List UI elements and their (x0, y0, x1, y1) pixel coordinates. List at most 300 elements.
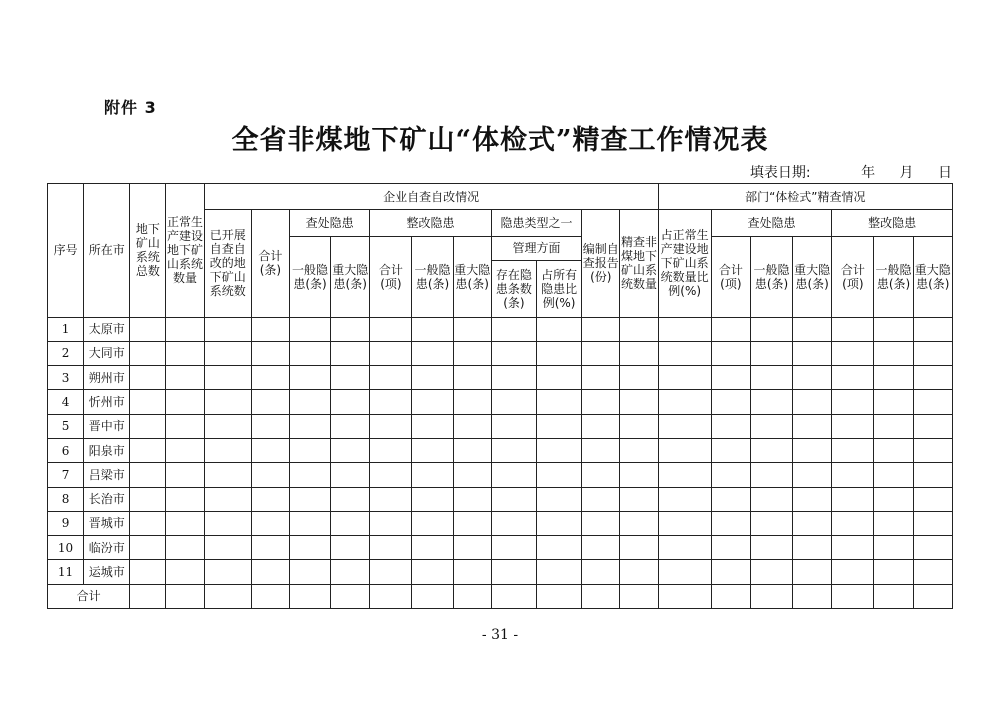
data-cell[interactable] (453, 414, 491, 438)
data-cell[interactable] (874, 317, 913, 341)
data-cell[interactable] (913, 414, 952, 438)
data-cell[interactable] (289, 584, 330, 608)
data-cell[interactable] (331, 438, 370, 462)
data-cell[interactable] (750, 438, 792, 462)
data-cell[interactable] (750, 536, 792, 560)
row-number: 1 (48, 317, 84, 341)
data-cell[interactable] (793, 366, 832, 390)
data-cell[interactable] (453, 463, 491, 487)
header-ent-fixed-major: 重大隐患(条) (453, 236, 491, 317)
data-cell[interactable] (582, 536, 620, 560)
header-ent-found: 查处隐患 (289, 210, 369, 236)
data-cell[interactable] (331, 560, 370, 584)
data-cell[interactable] (711, 560, 750, 584)
data-cell[interactable] (913, 366, 952, 390)
header-seq: 序号 (48, 184, 84, 318)
data-cell[interactable] (874, 584, 913, 608)
data-cell[interactable] (536, 366, 581, 390)
data-cell[interactable] (289, 463, 330, 487)
data-cell[interactable] (832, 584, 874, 608)
data-cell[interactable] (793, 487, 832, 511)
row-city: 晋城市 (84, 511, 130, 535)
data-cell[interactable] (453, 317, 491, 341)
data-cell[interactable] (750, 390, 792, 414)
header-report: 编制自查报告(份) (582, 210, 620, 317)
data-cell[interactable] (370, 584, 412, 608)
data-cell[interactable] (289, 366, 330, 390)
data-cell[interactable] (750, 341, 792, 365)
data-cell[interactable] (130, 584, 166, 608)
table-row (48, 414, 953, 438)
data-cell[interactable] (620, 366, 658, 390)
data-cell[interactable] (370, 390, 412, 414)
data-cell[interactable] (582, 317, 620, 341)
data-cell[interactable] (793, 560, 832, 584)
data-cell[interactable] (412, 366, 453, 390)
row-number: 10 (48, 536, 84, 560)
data-cell[interactable] (204, 414, 251, 438)
data-cell[interactable] (491, 487, 536, 511)
fill-date-day: 日 (938, 165, 952, 181)
data-cell[interactable] (453, 584, 491, 608)
data-cell[interactable] (289, 390, 330, 414)
data-cell[interactable] (750, 317, 792, 341)
data-cell[interactable] (204, 390, 251, 414)
row-city: 朔州市 (84, 366, 130, 390)
data-cell[interactable] (204, 560, 251, 584)
data-cell[interactable] (289, 438, 330, 462)
data-cell[interactable] (331, 341, 370, 365)
data-cell[interactable] (412, 584, 453, 608)
data-cell[interactable] (793, 390, 832, 414)
data-cell[interactable] (491, 584, 536, 608)
data-cell[interactable] (620, 487, 658, 511)
data-cell[interactable] (412, 536, 453, 560)
header-ent-fixed: 整改隐患 (370, 210, 492, 236)
data-cell[interactable] (130, 560, 166, 584)
header-ent-total: 合计(条) (251, 210, 289, 317)
table-row (48, 487, 953, 511)
data-cell[interactable] (491, 414, 536, 438)
table-row (48, 366, 953, 390)
row-number: 9 (48, 511, 84, 535)
data-cell[interactable] (658, 341, 711, 365)
data-cell[interactable] (832, 560, 874, 584)
data-cell[interactable] (412, 560, 453, 584)
data-cell[interactable] (251, 366, 289, 390)
row-number: 6 (48, 438, 84, 462)
data-cell[interactable] (331, 463, 370, 487)
data-cell[interactable] (204, 487, 251, 511)
data-cell[interactable] (331, 511, 370, 535)
data-cell[interactable] (166, 341, 204, 365)
header-dept-checked: 精查非煤地下矿山系统数量 (620, 210, 658, 317)
data-cell[interactable] (620, 560, 658, 584)
data-cell[interactable] (793, 341, 832, 365)
data-cell[interactable] (658, 317, 711, 341)
total-row-label: 合计 (48, 584, 130, 608)
data-cell[interactable] (370, 366, 412, 390)
data-cell[interactable] (832, 414, 874, 438)
data-cell[interactable] (750, 366, 792, 390)
row-number: 7 (48, 463, 84, 487)
data-cell[interactable] (251, 584, 289, 608)
data-cell[interactable] (251, 341, 289, 365)
data-cell[interactable] (166, 366, 204, 390)
data-cell[interactable] (251, 390, 289, 414)
data-cell[interactable] (793, 463, 832, 487)
table-row (48, 438, 953, 462)
data-cell[interactable] (582, 414, 620, 438)
row-city: 阳泉市 (84, 438, 130, 462)
data-cell[interactable] (166, 511, 204, 535)
data-cell[interactable] (658, 463, 711, 487)
row-number: 11 (48, 560, 84, 584)
header-dept-fixed: 整改隐患 (832, 210, 953, 236)
data-cell[interactable] (793, 511, 832, 535)
data-cell[interactable] (251, 536, 289, 560)
row-city: 大同市 (84, 341, 130, 365)
data-cell[interactable] (582, 560, 620, 584)
data-cell[interactable] (453, 560, 491, 584)
data-cell[interactable] (874, 414, 913, 438)
data-cell[interactable] (166, 487, 204, 511)
data-cell[interactable] (166, 438, 204, 462)
data-cell[interactable] (793, 438, 832, 462)
data-cell[interactable] (536, 438, 581, 462)
data-cell[interactable] (166, 414, 204, 438)
data-cell[interactable] (370, 341, 412, 365)
data-cell[interactable] (711, 584, 750, 608)
data-cell[interactable] (793, 414, 832, 438)
data-cell[interactable] (130, 414, 166, 438)
header-mgmt-count: 存在隐患条数(条) (491, 260, 536, 317)
data-cell[interactable] (166, 390, 204, 414)
data-cell[interactable] (913, 536, 952, 560)
data-cell[interactable] (658, 414, 711, 438)
data-cell[interactable] (289, 511, 330, 535)
row-number: 8 (48, 487, 84, 511)
data-cell[interactable] (582, 438, 620, 462)
data-cell[interactable] (874, 463, 913, 487)
data-cell[interactable] (582, 487, 620, 511)
data-cell[interactable] (370, 438, 412, 462)
data-cell[interactable] (453, 487, 491, 511)
data-cell[interactable] (251, 487, 289, 511)
data-cell[interactable] (331, 487, 370, 511)
data-cell[interactable] (130, 438, 166, 462)
data-cell[interactable] (711, 341, 750, 365)
table-row (48, 511, 953, 535)
data-cell[interactable] (913, 341, 952, 365)
data-cell[interactable] (412, 341, 453, 365)
data-cell[interactable] (711, 487, 750, 511)
data-cell[interactable] (130, 341, 166, 365)
data-cell[interactable] (289, 560, 330, 584)
data-cell[interactable] (491, 560, 536, 584)
data-cell[interactable] (536, 414, 581, 438)
data-cell[interactable] (453, 536, 491, 560)
data-cell[interactable] (620, 438, 658, 462)
data-cell[interactable] (166, 317, 204, 341)
data-cell[interactable] (491, 438, 536, 462)
data-cell[interactable] (711, 390, 750, 414)
data-cell[interactable] (130, 463, 166, 487)
table-row (48, 560, 953, 584)
data-cell[interactable] (658, 390, 711, 414)
header-ent-fixed-general: 一般隐患(条) (412, 236, 453, 317)
row-number: 2 (48, 341, 84, 365)
table-row (48, 536, 953, 560)
data-cell[interactable] (658, 584, 711, 608)
data-cell[interactable] (130, 511, 166, 535)
data-cell[interactable] (251, 317, 289, 341)
data-cell[interactable] (832, 341, 874, 365)
data-cell[interactable] (832, 390, 874, 414)
data-cell[interactable] (711, 438, 750, 462)
data-cell[interactable] (711, 317, 750, 341)
data-cell[interactable] (874, 438, 913, 462)
header-dept-found: 查处隐患 (711, 210, 831, 236)
data-cell[interactable] (536, 536, 581, 560)
data-cell[interactable] (913, 511, 952, 535)
data-cell[interactable] (412, 317, 453, 341)
data-cell[interactable] (166, 584, 204, 608)
data-cell[interactable] (750, 584, 792, 608)
header-ent-found-major: 重大隐患(条) (331, 236, 370, 317)
header-normal-mines: 正常生产建设地下矿山系统数量 (166, 184, 204, 318)
data-cell[interactable] (251, 560, 289, 584)
data-cell[interactable] (412, 390, 453, 414)
data-cell[interactable] (536, 341, 581, 365)
data-cell[interactable] (289, 317, 330, 341)
data-cell[interactable] (204, 511, 251, 535)
data-cell[interactable] (491, 341, 536, 365)
data-cell[interactable] (204, 536, 251, 560)
data-cell[interactable] (370, 536, 412, 560)
header-dept-fixed-total: 合计(项) (832, 236, 874, 317)
data-cell[interactable] (166, 463, 204, 487)
data-cell[interactable] (251, 463, 289, 487)
data-cell[interactable] (711, 463, 750, 487)
header-dept-found-total: 合计(项) (711, 236, 750, 317)
header-mgmt-ratio: 占所有隐患比例(%) (536, 260, 581, 317)
data-cell[interactable] (620, 390, 658, 414)
data-cell[interactable] (536, 511, 581, 535)
data-cell[interactable] (750, 487, 792, 511)
data-cell[interactable] (620, 341, 658, 365)
data-cell[interactable] (491, 390, 536, 414)
data-cell[interactable] (412, 438, 453, 462)
data-cell[interactable] (204, 584, 251, 608)
data-cell[interactable] (370, 463, 412, 487)
data-cell[interactable] (453, 366, 491, 390)
data-cell[interactable] (536, 584, 581, 608)
attachment-label: 附件 3 (104, 98, 157, 117)
data-cell[interactable] (289, 414, 330, 438)
data-cell[interactable] (793, 317, 832, 341)
data-cell[interactable] (658, 511, 711, 535)
data-cell[interactable] (874, 390, 913, 414)
data-cell[interactable] (913, 584, 952, 608)
page-title: 全省非煤地下矿山“体检式”精查工作情况表 (231, 125, 769, 156)
data-cell[interactable] (913, 487, 952, 511)
fill-date-label: 填表日期: (749, 165, 811, 181)
header-dept-fixed-general: 一般隐患(条) (874, 236, 913, 317)
data-cell[interactable] (370, 560, 412, 584)
row-city: 太原市 (84, 317, 130, 341)
data-cell[interactable] (536, 317, 581, 341)
data-cell[interactable] (874, 487, 913, 511)
data-cell[interactable] (491, 536, 536, 560)
header-city: 所在市 (84, 184, 130, 318)
data-cell[interactable] (913, 560, 952, 584)
data-cell[interactable] (204, 317, 251, 341)
data-cell[interactable] (832, 536, 874, 560)
row-number: 4 (48, 390, 84, 414)
data-cell[interactable] (874, 536, 913, 560)
data-cell[interactable] (204, 366, 251, 390)
data-cell[interactable] (331, 317, 370, 341)
data-cell[interactable] (251, 438, 289, 462)
data-cell[interactable] (658, 366, 711, 390)
data-cell[interactable] (412, 463, 453, 487)
data-cell[interactable] (832, 438, 874, 462)
data-cell[interactable] (412, 414, 453, 438)
data-cell[interactable] (412, 511, 453, 535)
data-cell[interactable] (793, 584, 832, 608)
data-cell[interactable] (582, 463, 620, 487)
data-cell[interactable] (874, 560, 913, 584)
data-cell[interactable] (832, 463, 874, 487)
data-cell[interactable] (331, 584, 370, 608)
data-cell[interactable] (204, 438, 251, 462)
data-cell[interactable] (370, 414, 412, 438)
data-cell[interactable] (832, 487, 874, 511)
data-cell[interactable] (913, 438, 952, 462)
data-cell[interactable] (491, 366, 536, 390)
data-cell[interactable] (913, 390, 952, 414)
data-cell[interactable] (620, 584, 658, 608)
header-ent-found-general: 一般隐患(条) (289, 236, 330, 317)
data-cell[interactable] (536, 390, 581, 414)
data-cell[interactable] (130, 317, 166, 341)
header-total-mines: 地下矿山系统总数 (130, 184, 166, 318)
data-cell[interactable] (711, 366, 750, 390)
row-number: 3 (48, 366, 84, 390)
data-cell[interactable] (711, 536, 750, 560)
statistics-table (47, 183, 953, 609)
data-cell[interactable] (874, 511, 913, 535)
data-cell[interactable] (130, 487, 166, 511)
total-row (48, 584, 953, 608)
data-cell[interactable] (582, 366, 620, 390)
data-cell[interactable] (620, 463, 658, 487)
data-cell[interactable] (331, 390, 370, 414)
data-cell[interactable] (620, 317, 658, 341)
data-cell[interactable] (331, 366, 370, 390)
data-cell[interactable] (491, 317, 536, 341)
data-cell[interactable] (130, 366, 166, 390)
data-cell[interactable] (832, 511, 874, 535)
data-cell[interactable] (453, 390, 491, 414)
data-cell[interactable] (453, 511, 491, 535)
data-cell[interactable] (204, 463, 251, 487)
data-cell[interactable] (582, 511, 620, 535)
data-cell[interactable] (658, 487, 711, 511)
data-cell[interactable] (658, 438, 711, 462)
data-cell[interactable] (331, 414, 370, 438)
data-cell[interactable] (289, 341, 330, 365)
data-cell[interactable] (289, 487, 330, 511)
data-cell[interactable] (658, 536, 711, 560)
data-cell[interactable] (536, 560, 581, 584)
data-cell[interactable] (874, 341, 913, 365)
data-cell[interactable] (289, 536, 330, 560)
data-cell[interactable] (412, 487, 453, 511)
data-cell[interactable] (130, 390, 166, 414)
row-city: 忻州市 (84, 390, 130, 414)
data-cell[interactable] (793, 536, 832, 560)
table-row (48, 341, 953, 365)
data-cell[interactable] (913, 463, 952, 487)
data-cell[interactable] (582, 584, 620, 608)
data-cell[interactable] (491, 511, 536, 535)
data-cell[interactable] (750, 414, 792, 438)
data-cell[interactable] (658, 560, 711, 584)
header-dept-ratio: 占正常生产建设地下矿山系统数量比例(%) (658, 210, 711, 317)
data-cell[interactable] (251, 414, 289, 438)
data-cell[interactable] (582, 390, 620, 414)
data-cell[interactable] (711, 414, 750, 438)
data-cell[interactable] (370, 487, 412, 511)
row-number: 5 (48, 414, 84, 438)
data-cell[interactable] (620, 536, 658, 560)
data-cell[interactable] (370, 317, 412, 341)
data-cell[interactable] (251, 511, 289, 535)
data-cell[interactable] (453, 341, 491, 365)
data-cell[interactable] (453, 438, 491, 462)
data-cell[interactable] (750, 560, 792, 584)
data-cell[interactable] (130, 536, 166, 560)
table-body (48, 317, 953, 608)
data-cell[interactable] (536, 463, 581, 487)
data-cell[interactable] (711, 511, 750, 535)
header-hazard-type: 隐患类型之一 (491, 210, 581, 236)
row-city: 吕梁市 (84, 463, 130, 487)
data-cell[interactable] (491, 463, 536, 487)
data-cell[interactable] (750, 511, 792, 535)
header-ent-fixed-total: 合计(项) (370, 236, 412, 317)
data-cell[interactable] (370, 511, 412, 535)
data-cell[interactable] (204, 341, 251, 365)
data-cell[interactable] (166, 560, 204, 584)
data-cell[interactable] (832, 317, 874, 341)
data-cell[interactable] (166, 536, 204, 560)
data-cell[interactable] (536, 487, 581, 511)
data-cell[interactable] (331, 536, 370, 560)
header-dept-found-general: 一般隐患(条) (750, 236, 792, 317)
data-cell[interactable] (582, 341, 620, 365)
data-cell[interactable] (832, 366, 874, 390)
data-cell[interactable] (750, 463, 792, 487)
data-cell[interactable] (913, 317, 952, 341)
data-cell[interactable] (874, 366, 913, 390)
data-cell[interactable] (620, 511, 658, 535)
fill-date-year: 年 (861, 165, 876, 181)
data-cell[interactable] (620, 414, 658, 438)
fill-date (750, 162, 952, 182)
